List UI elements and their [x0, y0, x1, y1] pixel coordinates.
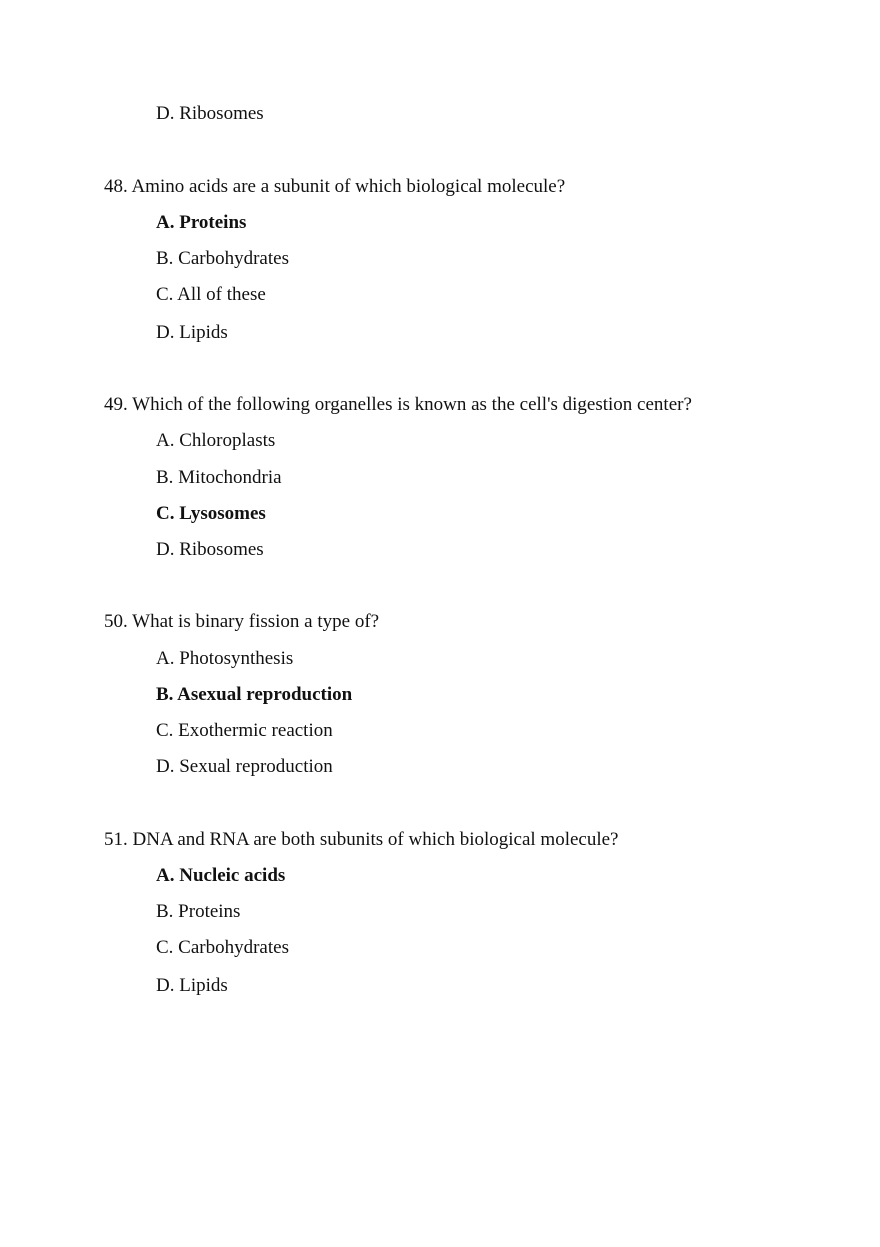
option-d: D. Lipids: [156, 322, 228, 343]
option-c-correct: C. Lysosomes: [156, 503, 266, 524]
option-a: A. Photosynthesis: [156, 648, 294, 669]
option-d: D. Ribosomes: [156, 539, 264, 560]
option-d: D. Sexual reproduction: [156, 756, 333, 777]
option-c: C. All of these: [156, 284, 266, 305]
option-b: B. Carbohydrates: [156, 248, 289, 269]
option-a: A. Chloroplasts: [156, 430, 276, 451]
option-b: B. Mitochondria: [156, 467, 282, 488]
option-d: D. Lipids: [156, 975, 228, 996]
option-c: C. Exothermic reaction: [156, 720, 333, 741]
question-text: 48. Amino acids are a subunit of which biological molecule?: [104, 176, 566, 197]
option-c: C. Carbohydrates: [156, 937, 289, 958]
option-b-correct: B. Asexual reproduction: [156, 684, 353, 705]
question-text: 50. What is binary fission a type of?: [104, 611, 380, 632]
option-a-correct: A. Nucleic acids: [156, 865, 286, 886]
option-b: B. Proteins: [156, 901, 241, 922]
question-text: 51. DNA and RNA are both subunits of which biological molecule?: [104, 829, 619, 850]
question-text: 49. Which of the following organelles is known as the cell's digestion center?: [104, 394, 692, 415]
carryover-option-d: D. Ribosomes: [156, 103, 264, 124]
option-a-correct: A. Proteins: [156, 212, 247, 233]
